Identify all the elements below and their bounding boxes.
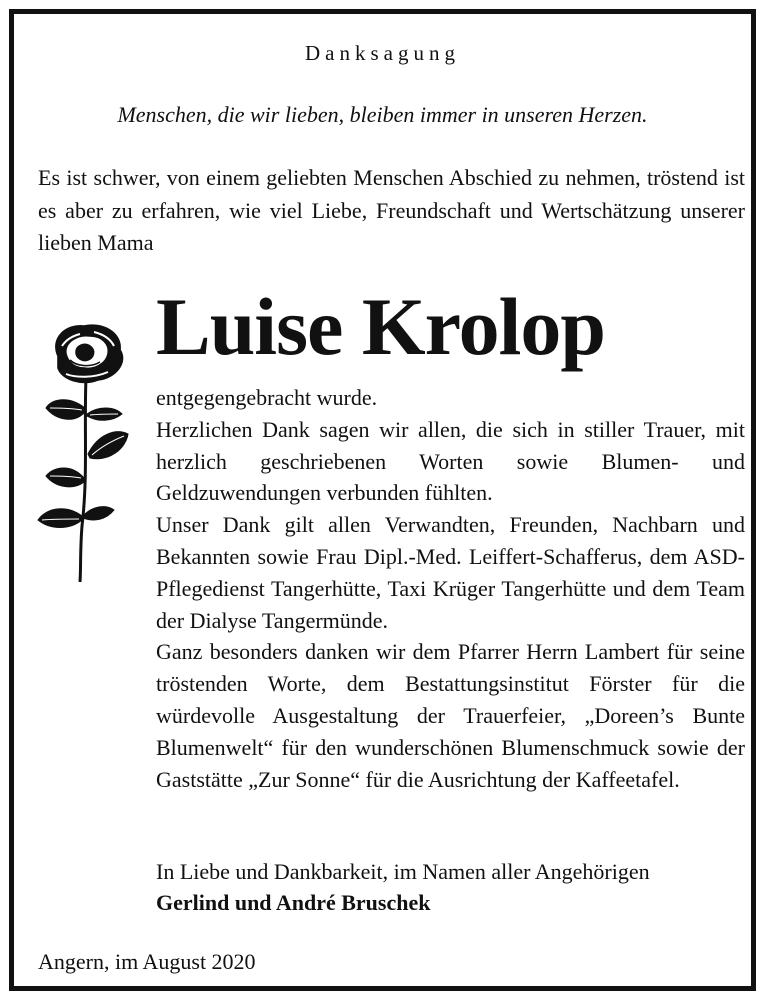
deceased-name: Luise Krolop <box>156 281 605 372</box>
closing-block <box>156 856 745 918</box>
obituary-frame <box>9 9 756 991</box>
rose-icon <box>36 316 136 586</box>
body-paragraph: Unser Dank gilt allen Verwandten, Freunden, Nachbarn und Bekannten sowie Frau Dipl.-Med. Leiffert-Schafferus, dem ASD-Pflegedienst Tangerhütte, Taxi Krüger Tangerhütte und dem Team der Dialyse Tangermünde. <box>156 512 745 633</box>
notice-heading: Danksagung <box>305 41 460 65</box>
thanks-text <box>156 382 745 795</box>
place-date: Angern, im August 2020 <box>38 949 256 974</box>
body-paragraph: Ganz besonders danken wir dem Pfarrer Herrn Lambert für seine tröstenden Worte, dem Bestattungsinstitut Förster für die würdevolle Ausgestaltung der Trauerfeier, „Doreen’s Bunte Blumenwelt“ für den wunderschönen Blumenschmuck sowie der Gaststätte „Zur Sonne“ für die Ausrichtung der Kaffeetafel. <box>156 639 745 792</box>
intro-paragraph: Es ist schwer, von einem geliebten Menschen Abschied zu nehmen, tröstend ist es aber zu erfahren, wie viel Liebe, Freundschaft und Wertschätzung unserer lieben Mama <box>38 165 745 255</box>
body-paragraph: entgegengebracht wurde. <box>156 385 378 410</box>
signers-name: Gerlind und André Bruschek <box>156 890 431 915</box>
motto-line: Menschen, die wir lieben, bleiben immer in unseren Herzen. <box>117 102 648 127</box>
closing-line: In Liebe und Dankbarkeit, im Namen aller Angehörigen <box>156 859 650 884</box>
body-paragraph: Herzlichen Dank sagen wir allen, die sich in stiller Trauer, mit herzlich geschriebenen Worten sowie Blumen- und Geldzuwendungen verbunden fühlten. <box>156 416 745 506</box>
